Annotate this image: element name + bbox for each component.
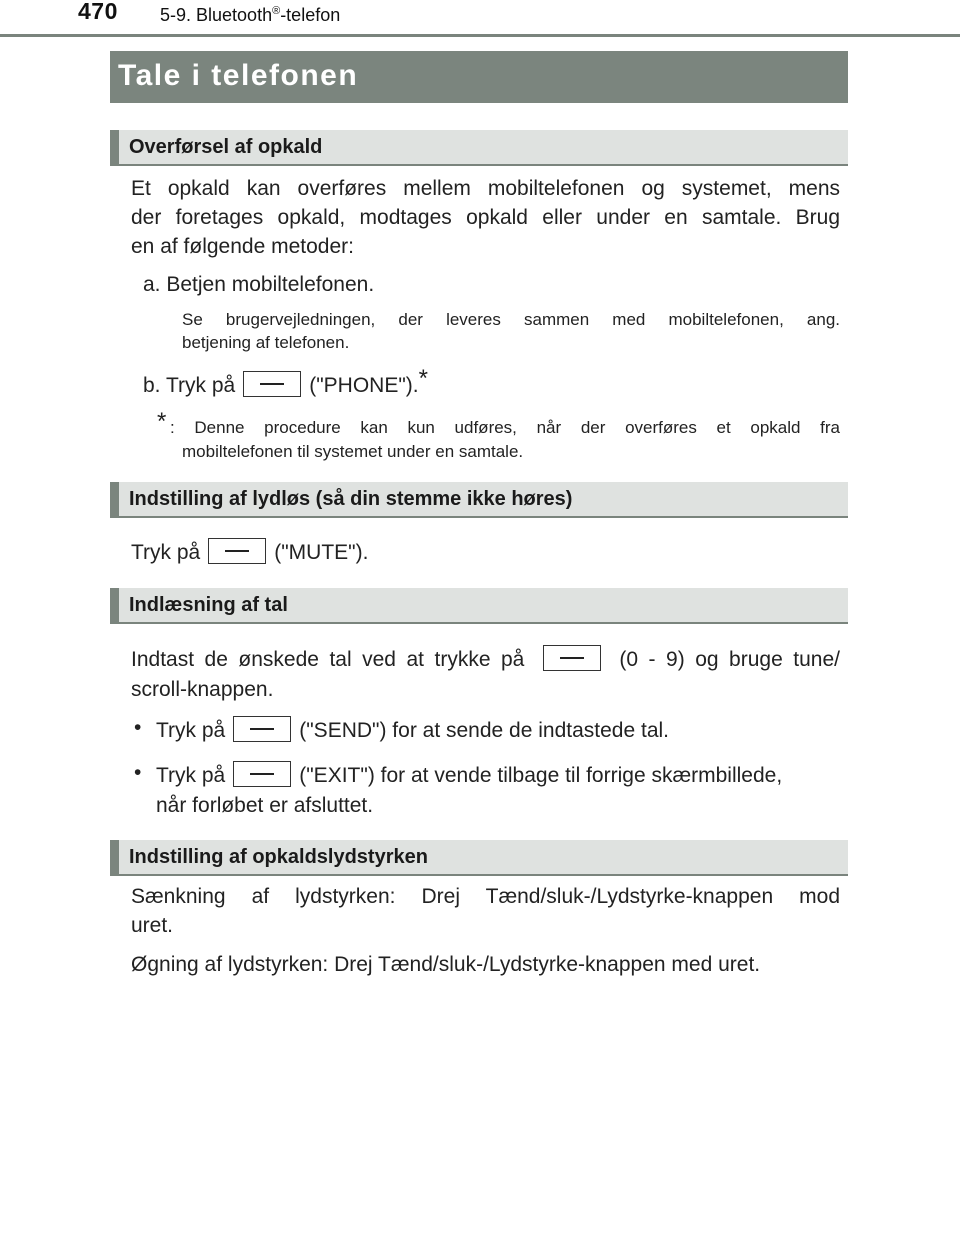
number-keys-button-icon xyxy=(543,645,601,671)
page-header xyxy=(0,0,960,40)
bullet-icon: • xyxy=(134,761,142,784)
mute-instruction: Tryk på ("MUTE"). xyxy=(131,538,368,567)
exit-button-icon xyxy=(233,761,291,787)
section-heading-numbers: Indlæsning af tal xyxy=(110,588,848,624)
transfer-item-a-note-line-2: betjening af telefonen. xyxy=(182,333,350,352)
section-marker xyxy=(110,482,119,516)
numbers-bullet-send: Tryk på ("SEND") for at sende de indtastede tal. xyxy=(156,716,669,745)
transfer-intro-line-2: der foretages opkald, modtages opkald eller under en samtale. Brug xyxy=(131,206,840,229)
numbers-bullet-exit-line-2: når forløbet er afsluttet. xyxy=(156,794,374,817)
transfer-intro-line-3: en af følgende metoder: xyxy=(131,235,354,258)
section-marker xyxy=(110,588,119,622)
numbers-line-1: Indtast de ønskede tal ved at trykke på (0 - 9) og bruge tune/ xyxy=(131,645,840,674)
chapter-title: 5-9. Bluetooth®-telefon xyxy=(160,5,341,25)
footnote-marker: * xyxy=(418,365,428,392)
page-title-bar xyxy=(110,51,848,103)
footnote-star: * xyxy=(157,408,167,435)
mute-button-icon xyxy=(208,538,266,564)
bullet-icon: • xyxy=(134,716,142,739)
section-marker xyxy=(110,130,119,164)
volume-line-3: Øgning af lydstyrken: Drej Tænd/sluk-/Lydstyrke-knappen med uret. xyxy=(131,953,761,976)
volume-line-2: uret. xyxy=(131,914,174,937)
transfer-item-a-note-line-1: Se brugervejledningen, der leveres sammen med mobiltelefonen, ang. xyxy=(182,310,840,329)
section-marker xyxy=(110,840,119,874)
transfer-item-a: a. Betjen mobiltelefonen. xyxy=(143,273,375,296)
page-number: 470 xyxy=(78,0,118,24)
transfer-footnote-line-1: : Denne procedure kan kun udføres, når der overføres et opkald fra xyxy=(170,418,840,437)
transfer-footnote-line-2: mobiltelefonen til systemet under en samtale. xyxy=(182,442,524,461)
transfer-item-b: b. Tryk på ("PHONE").* xyxy=(143,365,428,397)
page-title: Tale i telefonen xyxy=(118,59,359,92)
numbers-line-2: scroll-knappen. xyxy=(131,678,274,701)
send-button-icon xyxy=(233,716,291,742)
numbers-bullet-exit: Tryk på ("EXIT") for at vende tilbage til forrige skærmbillede, xyxy=(156,761,782,790)
volume-line-1: Sænkning af lydstyrken: Drej Tænd/sluk-/Lydstyrke-knappen mod xyxy=(131,885,840,908)
header-divider xyxy=(0,34,960,37)
section-heading-mute: Indstilling af lydløs (så din stemme ikke høres) xyxy=(110,482,848,518)
section-heading-transfer: Overførsel af opkald xyxy=(110,130,848,166)
phone-button-icon xyxy=(243,371,301,397)
section-heading-volume: Indstilling af opkaldslydstyrken xyxy=(110,840,848,876)
transfer-intro-line-1: Et opkald kan overføres mellem mobiltelefonen og systemet, mens xyxy=(131,177,840,200)
